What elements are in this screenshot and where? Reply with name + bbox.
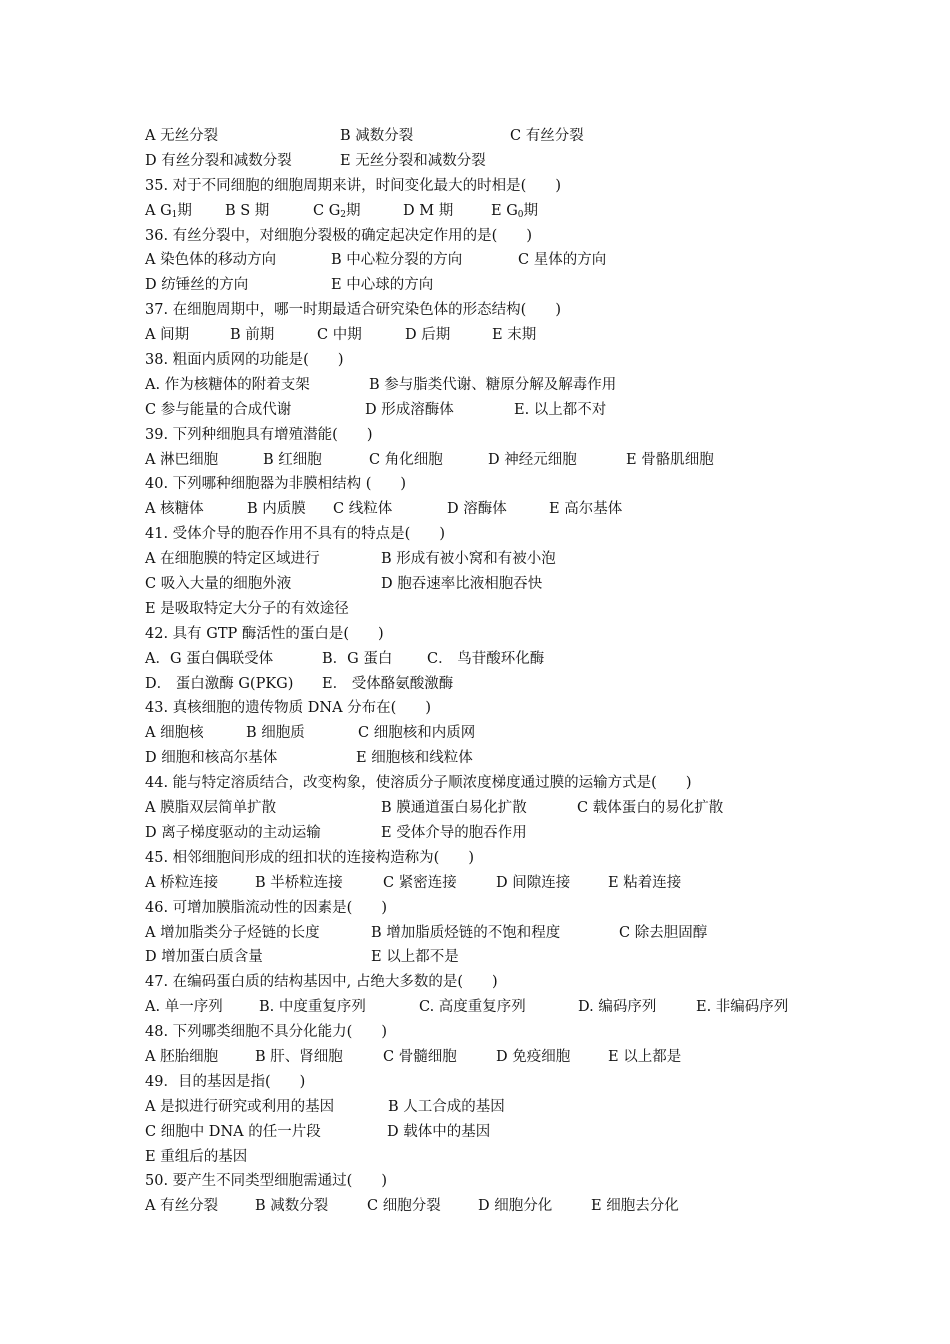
option-text: B S 期 bbox=[225, 202, 270, 219]
option-text: C． 鸟苷酸环化酶 bbox=[427, 650, 545, 667]
option-text: C 骨髓细胞 bbox=[383, 1048, 457, 1065]
text-line bbox=[145, 398, 845, 423]
option-text: B 增加脂质烃链的不饱和程度 bbox=[371, 924, 561, 941]
text-line bbox=[145, 846, 845, 871]
text-line bbox=[145, 1095, 845, 1120]
option-text: A 有丝分裂 bbox=[145, 1198, 219, 1215]
option-text: A 淋巴细胞 bbox=[145, 451, 219, 468]
question-text: 49．目的基因是指( ) bbox=[145, 1073, 306, 1090]
option-text: A $G_1$期 bbox=[145, 202, 192, 220]
question-text: E 重组后的基因 bbox=[145, 1148, 248, 1165]
text-line bbox=[145, 1070, 845, 1095]
option-text: A 是拟进行研究或利用的基因 bbox=[145, 1098, 335, 1115]
text-line bbox=[145, 124, 845, 149]
text-line bbox=[145, 1045, 845, 1070]
option-text: C $G_2$期 bbox=[313, 202, 361, 220]
option-text: A 胚胎细胞 bbox=[145, 1048, 219, 1065]
option-text: E 受体介导的胞吞作用 bbox=[381, 824, 527, 841]
option-text: D 免疫细胞 bbox=[496, 1048, 571, 1065]
text-line bbox=[145, 348, 845, 373]
text-line bbox=[145, 995, 845, 1020]
option-text: B．G 蛋白 bbox=[322, 650, 393, 667]
question-text: 41. 受体介导的胞吞作用不具有的特点是( ) bbox=[145, 526, 445, 543]
question-text: 42. 具有 GTP 酶活性的蛋白是( ) bbox=[145, 625, 384, 642]
option-text: C 参与能量的合成代谢 bbox=[145, 401, 292, 418]
option-text: D 后期 bbox=[405, 327, 451, 344]
text-line bbox=[145, 597, 845, 622]
text-line bbox=[145, 522, 845, 547]
option-text: D. 编码序列 bbox=[578, 999, 657, 1016]
question-text: E 是吸取特定大分子的有效途径 bbox=[145, 600, 349, 617]
option-text: D 有丝分裂和减数分裂 bbox=[145, 152, 292, 169]
option-text: A 在细胞膜的特定区域进行 bbox=[145, 551, 320, 568]
option-text: E 细胞核和线粒体 bbox=[356, 750, 473, 767]
text-line bbox=[145, 871, 845, 896]
text-line bbox=[145, 821, 845, 846]
option-text: B 红细胞 bbox=[263, 451, 322, 468]
option-text: C. 高度重复序列 bbox=[419, 999, 526, 1016]
option-text: B 中心粒分裂的方向 bbox=[331, 252, 463, 269]
text-line bbox=[145, 921, 845, 946]
option-text: A 桥粒连接 bbox=[145, 874, 219, 891]
option-text: E 中心球的方向 bbox=[331, 277, 434, 294]
option-text: E 以上都不是 bbox=[371, 949, 459, 966]
text-line bbox=[145, 298, 845, 323]
text-line bbox=[145, 1120, 845, 1145]
question-text: 39. 下列种细胞具有增殖潜能( ) bbox=[145, 426, 373, 443]
option-text: D 溶酶体 bbox=[447, 501, 507, 518]
option-text: C 载体蛋白的易化扩散 bbox=[577, 800, 724, 817]
option-text: B 减数分裂 bbox=[340, 128, 414, 144]
option-text: D 纺锤丝的方向 bbox=[145, 277, 249, 294]
text-line bbox=[145, 721, 845, 746]
text-line bbox=[145, 672, 845, 697]
text-line bbox=[145, 622, 845, 647]
option-text: A 膜脂双层简单扩散 bbox=[145, 800, 277, 817]
text-line bbox=[145, 1169, 845, 1194]
question-text: 50. 要产生不同类型细胞需通过( ) bbox=[145, 1173, 387, 1190]
option-text: B 减数分裂 bbox=[255, 1198, 329, 1215]
option-text: C 中期 bbox=[317, 327, 362, 344]
option-text: D 细胞分化 bbox=[478, 1198, 553, 1215]
text-line bbox=[145, 945, 845, 970]
text-line bbox=[145, 149, 845, 174]
text-line bbox=[145, 1194, 845, 1219]
text-line bbox=[145, 199, 845, 224]
option-text: B 内质膜 bbox=[247, 501, 306, 518]
option-text: E. 以上都不对 bbox=[514, 401, 607, 418]
option-text: C 紧密连接 bbox=[383, 874, 457, 891]
option-text: D M 期 bbox=[403, 202, 454, 219]
option-text: E 无丝分裂和减数分裂 bbox=[340, 152, 486, 169]
text-line bbox=[145, 472, 845, 497]
option-text: B 人工合成的基因 bbox=[388, 1098, 505, 1115]
question-text: 47. 在编码蛋白质的结构基因中, 占绝大多数的是( ) bbox=[145, 974, 498, 991]
option-text: A 核糖体 bbox=[145, 501, 204, 518]
option-text: B. 中度重复序列 bbox=[259, 999, 366, 1016]
option-text: E. 非编码序列 bbox=[696, 999, 789, 1016]
option-text: A 无丝分裂 bbox=[145, 128, 219, 144]
text-line bbox=[145, 572, 845, 597]
question-text: 46. 可增加膜脂流动性的因素是( ) bbox=[145, 899, 387, 916]
text-line bbox=[145, 1020, 845, 1045]
option-text: E 高尔基体 bbox=[549, 501, 623, 518]
option-text: E 末期 bbox=[492, 327, 537, 344]
option-text: E 粘着连接 bbox=[608, 874, 682, 891]
question-text: 37. 在细胞周期中，哪一时期最适合研究染色体的形态结构( ) bbox=[145, 302, 561, 319]
option-text: E 骨骼肌细胞 bbox=[626, 451, 714, 468]
option-text: E 以上都是 bbox=[608, 1048, 682, 1065]
option-text: E． 受体酪氨酸激酶 bbox=[322, 675, 454, 692]
text-line bbox=[145, 970, 845, 995]
text-line bbox=[145, 746, 845, 771]
option-text: A 染色体的移动方向 bbox=[145, 252, 277, 269]
question-text: 44. 能与特定溶质结合，改变构象，使溶质分子顺浓度梯度通过膜的运输方式是( ) bbox=[145, 775, 692, 792]
option-text: B 前期 bbox=[230, 327, 275, 344]
text-line bbox=[145, 224, 845, 249]
text-line bbox=[145, 547, 845, 572]
option-text: C 细胞核和内质网 bbox=[358, 725, 476, 742]
option-text: D 载体中的基因 bbox=[387, 1123, 491, 1140]
option-text: E $G_0$期 bbox=[491, 202, 539, 220]
text-line bbox=[145, 423, 845, 448]
text-line bbox=[145, 248, 845, 273]
option-text: C 星体的方向 bbox=[518, 252, 607, 269]
option-text: C 有丝分裂 bbox=[510, 128, 584, 144]
option-text: D． 蛋白激酶 G(PKG) bbox=[145, 675, 294, 692]
option-text: C 角化细胞 bbox=[369, 451, 443, 468]
option-text: A 细胞核 bbox=[145, 725, 204, 742]
text-line bbox=[145, 497, 845, 522]
question-text: 40. 下列哪种细胞器为非膜相结构 ( ) bbox=[145, 476, 407, 493]
option-text: B 参与脂类代谢、糖原分解及解毒作用 bbox=[369, 376, 617, 393]
question-text: 43. 真核细胞的遗传物质 DNA 分布在( ) bbox=[145, 700, 431, 717]
text-line bbox=[145, 896, 845, 921]
text-line bbox=[145, 696, 845, 721]
option-text: C 细胞分裂 bbox=[367, 1198, 441, 1215]
option-text: D 细胞和核高尔基体 bbox=[145, 750, 278, 767]
option-text: A 间期 bbox=[145, 327, 190, 344]
option-text: C 细胞中 DNA 的任一片段 bbox=[145, 1123, 321, 1140]
text-line bbox=[145, 647, 845, 672]
text-line bbox=[145, 174, 845, 199]
option-text: C 吸入大量的细胞外液 bbox=[145, 576, 292, 593]
option-text: D 形成溶酶体 bbox=[365, 401, 454, 418]
option-text: B 半桥粒连接 bbox=[255, 874, 343, 891]
text-line bbox=[145, 273, 845, 298]
option-text: A. 作为核糖体的附着支架 bbox=[145, 376, 310, 393]
question-text: 38. 粗面内质网的功能是( ) bbox=[145, 352, 344, 369]
question-text: 48. 下列哪类细胞不具分化能力( ) bbox=[145, 1024, 387, 1041]
text-line bbox=[145, 796, 845, 821]
option-text: C 线粒体 bbox=[333, 501, 393, 518]
option-text: A 增加脂类分子烃链的长度 bbox=[145, 924, 320, 941]
question-text: 35. 对于不同细胞的细胞周期来讲，时间变化最大的时相是( ) bbox=[145, 177, 561, 194]
text-line bbox=[145, 448, 845, 473]
option-text: A．G 蛋白偶联受体 bbox=[145, 650, 274, 667]
option-text: B 膜通道蛋白易化扩散 bbox=[381, 800, 527, 817]
option-text: D 神经元细胞 bbox=[488, 451, 577, 468]
option-text: D 离子梯度驱动的主动运输 bbox=[145, 824, 321, 841]
option-text: A. 单一序列 bbox=[145, 999, 223, 1016]
option-text: D 增加蛋白质含量 bbox=[145, 949, 263, 966]
text-line bbox=[145, 323, 845, 348]
option-text: B 肝、肾细胞 bbox=[255, 1048, 343, 1065]
option-text: D 间隙连接 bbox=[496, 874, 571, 891]
text-line bbox=[145, 1145, 845, 1170]
text-line bbox=[145, 373, 845, 398]
option-text: D 胞吞速率比液相胞吞快 bbox=[381, 576, 543, 593]
option-text: C 除去胆固醇 bbox=[619, 924, 708, 941]
text-line bbox=[145, 771, 845, 796]
question-text: 45. 相邻细胞间形成的纽扣状的连接构造称为( ) bbox=[145, 849, 474, 866]
option-text: E 细胞去分化 bbox=[591, 1198, 679, 1215]
option-text: B 细胞质 bbox=[246, 725, 305, 742]
question-text: 36. 有丝分裂中，对细胞分裂极的确定起决定作用的是( ) bbox=[145, 227, 532, 244]
question-list bbox=[145, 124, 845, 1219]
option-text: B 形成有被小窝和有被小泡 bbox=[381, 551, 556, 568]
